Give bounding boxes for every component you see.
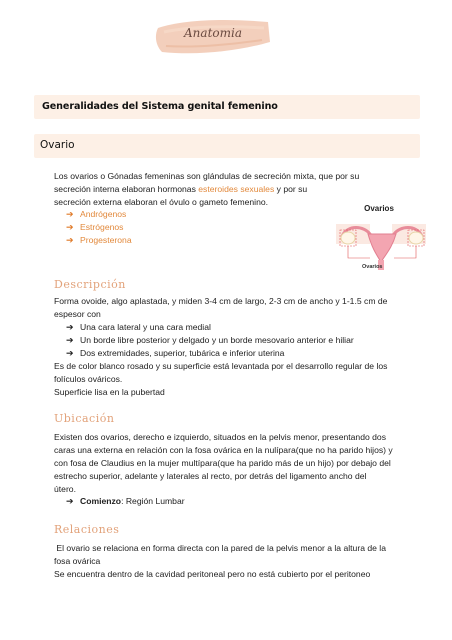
arrow-icon: ➔ bbox=[66, 348, 74, 358]
list-item-label: Una cara lateral y una cara medial bbox=[80, 322, 211, 332]
list-item-label: Progesterona bbox=[80, 235, 132, 245]
ubicacion-list bbox=[66, 495, 185, 508]
descripcion-line-3: Es de color blanco rosado y su superficie está levantada por el desarrollo regular de los bbox=[54, 361, 388, 371]
list-item-label: Estrógenos bbox=[80, 222, 124, 232]
intro-line-1: Los ovarios o Gónadas femeninas son glándulas de secreción mixta, que por su bbox=[54, 171, 360, 181]
highlight-esteroides: esteroides sexuales bbox=[198, 184, 275, 194]
arrow-icon: ➔ bbox=[66, 322, 74, 332]
arrow-icon: ➔ bbox=[66, 222, 74, 232]
list-item-label: Un borde libre posterior y delgado y un borde mesovario anterior e hiliar bbox=[80, 335, 354, 345]
heading-relaciones: Relaciones bbox=[54, 523, 120, 536]
intro-line-2-tail: y por su bbox=[274, 184, 308, 194]
intro-paragraph bbox=[54, 170, 359, 209]
list-item bbox=[66, 495, 185, 508]
ubicacion-line: Existen dos ovarios, derecho e izquierdo, situados en la pelvis menor, presentando dos bbox=[54, 432, 387, 442]
list-item bbox=[66, 347, 354, 360]
relaciones-line: fosa ovárica bbox=[54, 556, 101, 566]
arrow-icon: ➔ bbox=[66, 496, 74, 506]
descripcion-line-4: folículos ováricos. bbox=[54, 374, 123, 384]
list-item bbox=[66, 334, 354, 347]
uterus-ovaries-icon bbox=[330, 214, 440, 278]
relaciones-paragraph bbox=[54, 542, 386, 581]
ubicacion-line: caras una externa en relación con la fosa ovárica en la nulípara(que no ha parido hijos) y bbox=[54, 445, 393, 455]
arrow-icon: ➔ bbox=[66, 335, 74, 345]
comienzo-value: : Región Lumbar bbox=[121, 496, 185, 506]
comienzo-label: Comienzo bbox=[80, 496, 122, 506]
list-item-label: Andrógenos bbox=[80, 209, 127, 219]
heading-ubicacion: Ubicación bbox=[54, 412, 115, 425]
figure-title: Ovarios bbox=[364, 204, 394, 213]
descripcion-paragraph-2 bbox=[54, 360, 387, 399]
list-item bbox=[66, 321, 354, 334]
page-title-banner bbox=[152, 12, 274, 58]
list-item bbox=[66, 221, 132, 234]
arrow-icon: ➔ bbox=[66, 209, 74, 219]
section-heading-general: Generalidades del Sistema genital femenino bbox=[34, 95, 420, 119]
figure-label: Ovarios bbox=[362, 264, 383, 270]
intro-line-2-text: secreción interna elaboran hormonas bbox=[54, 184, 199, 194]
list-item bbox=[66, 234, 132, 247]
relaciones-line: El ovario se relaciona en forma directa con la pared de la pelvis menor a la altura de la bbox=[54, 543, 386, 553]
hormone-list bbox=[66, 208, 132, 247]
list-item-label: Dos extremidades, superior, tubárica e inferior uterina bbox=[80, 348, 285, 358]
section-heading-ovario: Ovario bbox=[34, 134, 420, 158]
intro-line-2 bbox=[54, 183, 359, 196]
ubicacion-line: estrecho superior, adelante y laterales al recto, por detrás del ligamento ancho del bbox=[54, 471, 367, 481]
page-title: Anatomia bbox=[184, 26, 242, 40]
descripcion-paragraph bbox=[54, 295, 387, 321]
list-item bbox=[66, 208, 132, 221]
descripcion-line-1: Forma ovoide, algo aplastada, y miden 3-4 cm de largo, 2-3 cm de ancho y 1-1.5 cm de bbox=[54, 296, 388, 306]
relaciones-line: Se encuentra dentro de la cavidad peritoneal pero no está cubierto por el peritoneo bbox=[54, 569, 371, 579]
ovary-illustration bbox=[330, 200, 440, 280]
ubicacion-line: con fosa de Claudius en la mujer multípara(que ha parido más de un hijo) por debajo del bbox=[54, 458, 391, 468]
descripcion-list bbox=[66, 321, 354, 360]
descripcion-line-5: Superficie lisa en la pubertad bbox=[54, 387, 165, 397]
ubicacion-line: útero. bbox=[54, 484, 76, 494]
ubicacion-paragraph bbox=[54, 431, 393, 496]
descripcion-line-2: espesor con bbox=[54, 309, 101, 319]
arrow-icon: ➔ bbox=[66, 235, 74, 245]
intro-line-3: secreción externa elaboran el óvulo o gameto femenino. bbox=[54, 197, 269, 207]
heading-descripcion: Descripción bbox=[54, 278, 126, 291]
